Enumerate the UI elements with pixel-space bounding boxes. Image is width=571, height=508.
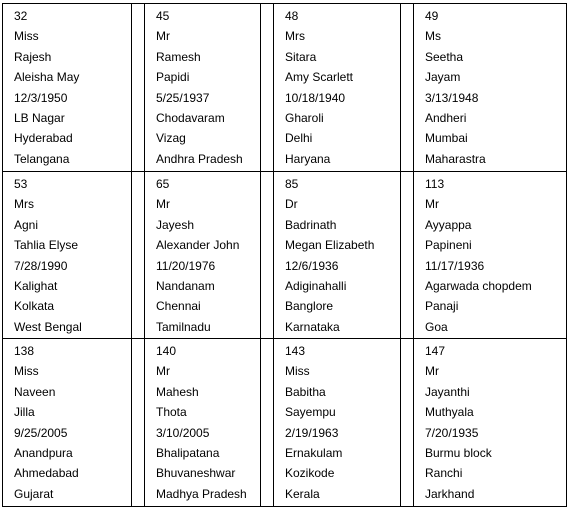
label-first-name: Badrinath (285, 217, 337, 232)
label-cell (14, 8, 129, 172)
label-title: Mrs (285, 29, 305, 44)
label-title: Mrs (14, 197, 34, 212)
label-birth-date: 11/17/1936 (425, 258, 485, 273)
label-state: Jarkhand (425, 486, 475, 501)
label-birth-date: 10/18/1940 (285, 90, 346, 105)
label-locality: Kalighat (14, 279, 58, 293)
label-city: Panaji (425, 299, 459, 314)
column-divider (131, 3, 132, 507)
label-id: 65 (156, 177, 170, 191)
label-cell (285, 176, 398, 340)
label-last-name: Alexander John (156, 238, 240, 253)
label-title: Mr (425, 197, 439, 212)
label-last-name: Sayempu (285, 405, 336, 420)
label-title: Mr (156, 197, 170, 212)
label-city: Banglore (285, 299, 334, 314)
label-first-name: Ramesh (156, 49, 201, 64)
label-city: Kolkata (14, 299, 55, 314)
label-locality: LB Nagar (14, 111, 65, 125)
label-birth-date: 5/25/1937 (156, 90, 210, 105)
label-title: Dr (285, 197, 298, 212)
label-id: 45 (156, 9, 170, 23)
label-last-name: Jayam (425, 70, 461, 85)
label-cell (156, 176, 258, 340)
label-id: 138 (14, 344, 35, 358)
label-first-name: Ayyappa (425, 217, 472, 232)
label-birth-date: 12/6/1936 (285, 258, 339, 273)
label-last-name: Megan Elizabeth (285, 238, 375, 253)
label-birth-date: 3/13/1948 (425, 90, 479, 105)
label-title: Mr (156, 364, 170, 379)
label-city: Vizag (156, 131, 186, 146)
label-first-name: Sitara (285, 49, 317, 64)
label-last-name: Jilla (14, 405, 35, 420)
label-locality: Andheri (425, 111, 467, 125)
label-last-name: Amy Scarlett (285, 70, 354, 85)
label-title: Miss (14, 29, 39, 44)
label-id: 85 (285, 177, 299, 191)
label-state: Karnataka (285, 319, 340, 334)
label-id: 32 (14, 9, 28, 23)
label-first-name: Seetha (425, 49, 464, 64)
label-id: 49 (425, 9, 439, 23)
label-state: Maharastra (425, 151, 486, 166)
label-birth-date: 7/20/1935 (425, 425, 479, 440)
label-id: 143 (285, 344, 306, 358)
label-title: Ms (425, 29, 441, 44)
label-title: Miss (285, 364, 310, 379)
label-locality: Burmu block (425, 446, 492, 460)
label-id: 48 (285, 9, 299, 23)
label-state: Andhra Pradesh (156, 151, 243, 166)
label-cell (14, 176, 129, 340)
label-cell (425, 343, 565, 507)
column-divider (273, 3, 274, 507)
label-birth-date: 2/19/1963 (285, 425, 339, 440)
label-table (2, 3, 567, 507)
label-locality: Nandanam (156, 279, 215, 293)
label-birth-date: 3/10/2005 (156, 425, 210, 440)
label-state: West Bengal (14, 319, 82, 334)
label-cell (285, 8, 398, 172)
label-last-name: Papidi (156, 70, 190, 85)
label-state: Goa (425, 319, 448, 334)
label-cell (14, 343, 129, 507)
column-divider (400, 3, 401, 507)
column-divider (144, 3, 145, 507)
label-title: Mr (156, 29, 170, 44)
label-city: Hyderabad (14, 131, 73, 146)
label-last-name: Aleisha May (14, 70, 80, 85)
label-id: 53 (14, 177, 28, 191)
label-cell (425, 8, 565, 172)
label-first-name: Naveen (14, 384, 56, 399)
label-state: Haryana (285, 151, 331, 166)
label-cell (425, 176, 565, 340)
label-cell (156, 8, 258, 172)
label-cell (156, 343, 258, 507)
label-city: Chennai (156, 299, 201, 314)
label-cell (285, 343, 398, 507)
table-top-border (2, 3, 567, 4)
label-last-name: Thota (156, 405, 187, 420)
label-birth-date: 12/3/1950 (14, 90, 68, 105)
column-divider (413, 3, 414, 507)
label-last-name: Papineni (425, 238, 472, 253)
label-title: Miss (14, 364, 39, 379)
label-first-name: Jayesh (156, 217, 195, 232)
label-first-name: Agni (14, 217, 39, 232)
label-locality: Gharoli (285, 111, 324, 125)
label-state: Telangana (14, 151, 70, 166)
label-city: Delhi (285, 131, 313, 146)
label-state: Gujarat (14, 486, 54, 501)
label-birth-date: 7/28/1990 (14, 258, 68, 273)
label-title: Mr (425, 364, 439, 379)
label-state: Tamilnadu (156, 319, 211, 334)
label-city: Bhuvaneshwar (156, 466, 236, 481)
label-birth-date: 9/25/2005 (14, 425, 68, 440)
label-locality: Ernakulam (285, 446, 343, 460)
column-divider (260, 3, 261, 507)
label-locality: Chodavaram (156, 111, 225, 125)
label-last-name: Muthyala (425, 405, 474, 420)
label-birth-date: 11/20/1976 (156, 258, 216, 273)
label-last-name: Tahlia Elyse (14, 238, 79, 253)
table-right-border (566, 3, 567, 507)
label-id: 140 (156, 344, 177, 358)
label-state: Madhya Pradesh (156, 486, 247, 501)
label-city: Ahmedabad (14, 466, 79, 481)
label-city: Ranchi (425, 466, 463, 481)
label-id: 113 (425, 177, 445, 191)
label-first-name: Mahesh (156, 384, 199, 399)
label-locality: Bhalipatana (156, 446, 220, 460)
label-locality: Anandpura (14, 446, 73, 460)
label-first-name: Babitha (285, 384, 326, 399)
label-locality: Agarwada chopdem (425, 279, 532, 293)
label-city: Kozikode (285, 466, 335, 481)
label-locality: Adiginahalli (285, 279, 347, 293)
table-left-border (2, 3, 3, 507)
label-id: 147 (425, 344, 446, 358)
label-state: Kerala (285, 486, 320, 501)
label-first-name: Rajesh (14, 49, 52, 64)
label-first-name: Jayanthi (425, 384, 470, 399)
label-city: Mumbai (425, 131, 468, 146)
